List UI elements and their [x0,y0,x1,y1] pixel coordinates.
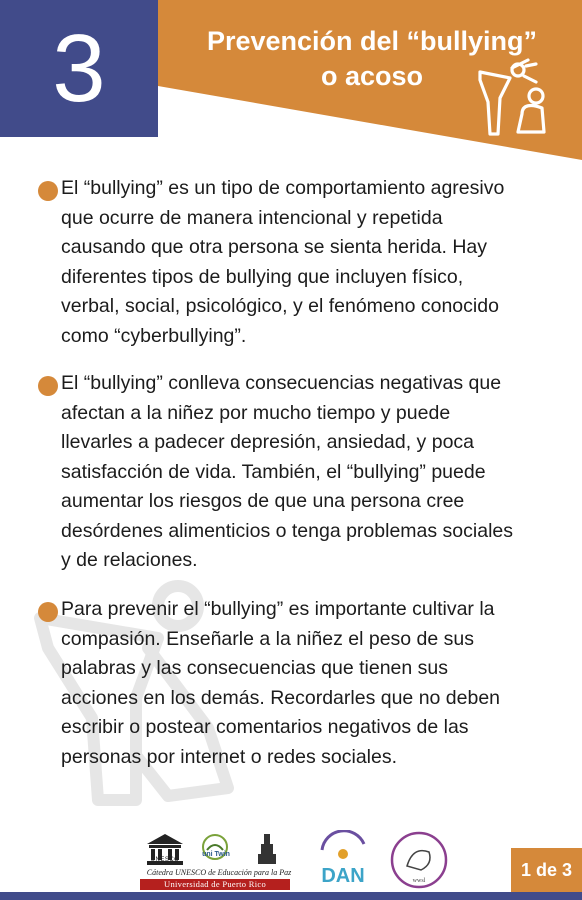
dan-text: DAN [321,865,365,887]
bottom-rule [0,892,582,900]
bullet-2 [38,376,58,396]
circle-logo-text: wwsl [412,878,426,884]
university-bar: Universidad de Puerto Rico [140,879,290,890]
circle-logo [389,830,449,890]
unesco-caption: Cátedra UNESCO de Educación para la Paz [146,868,292,877]
paragraph-2: El “bullying” conlleva consecuencias negativas que afectan a la niñez por mucho tiempo y puede llevarles a padecer depresión, ansiedad, y poca satisfacción de vida. También, el “bullying” puede aumentar los riesgos de que una persona cree desórdenes alimenticios o tenga problemas sociales y de relaciones. [61,372,514,571]
unesco-label: UNESCO [150,857,180,863]
page-indicator: 1 de 3 [511,848,582,892]
upr-tower-logo [256,832,278,866]
unitwin-label: uni Twin [202,851,230,858]
title-line-1: Prevención del “bullying” [206,26,538,56]
section-number: 3 [52,14,106,122]
bullet-3 [38,602,58,622]
unitwin-logo [198,832,232,866]
paragraph-3: Para prevenir el “bullying” es importante cultivar la compasión. Enseñarle a la niñez el peso de sus palabras y las consecuencias que tienen sus acciones en los demás. Recordarles que no deben escribir o postear comentarios negativos de las personas por internet o redes sociales. [61,598,501,768]
bullying-figures-icon [470,58,550,138]
dan-logo [314,830,372,888]
paragraph-1: El “bullying” es un tipo de comportamiento agresivo que ocurre de manera intencional y repetida causando que otra persona se sienta herida. Hay diferentes tipos de bullying que incluyen físico, verbal, social, psicológico, y el fenómeno conocido como “cyberbullying”. [61,177,505,347]
title-line-2: o acoso [320,61,424,91]
bullet-1 [38,181,58,201]
